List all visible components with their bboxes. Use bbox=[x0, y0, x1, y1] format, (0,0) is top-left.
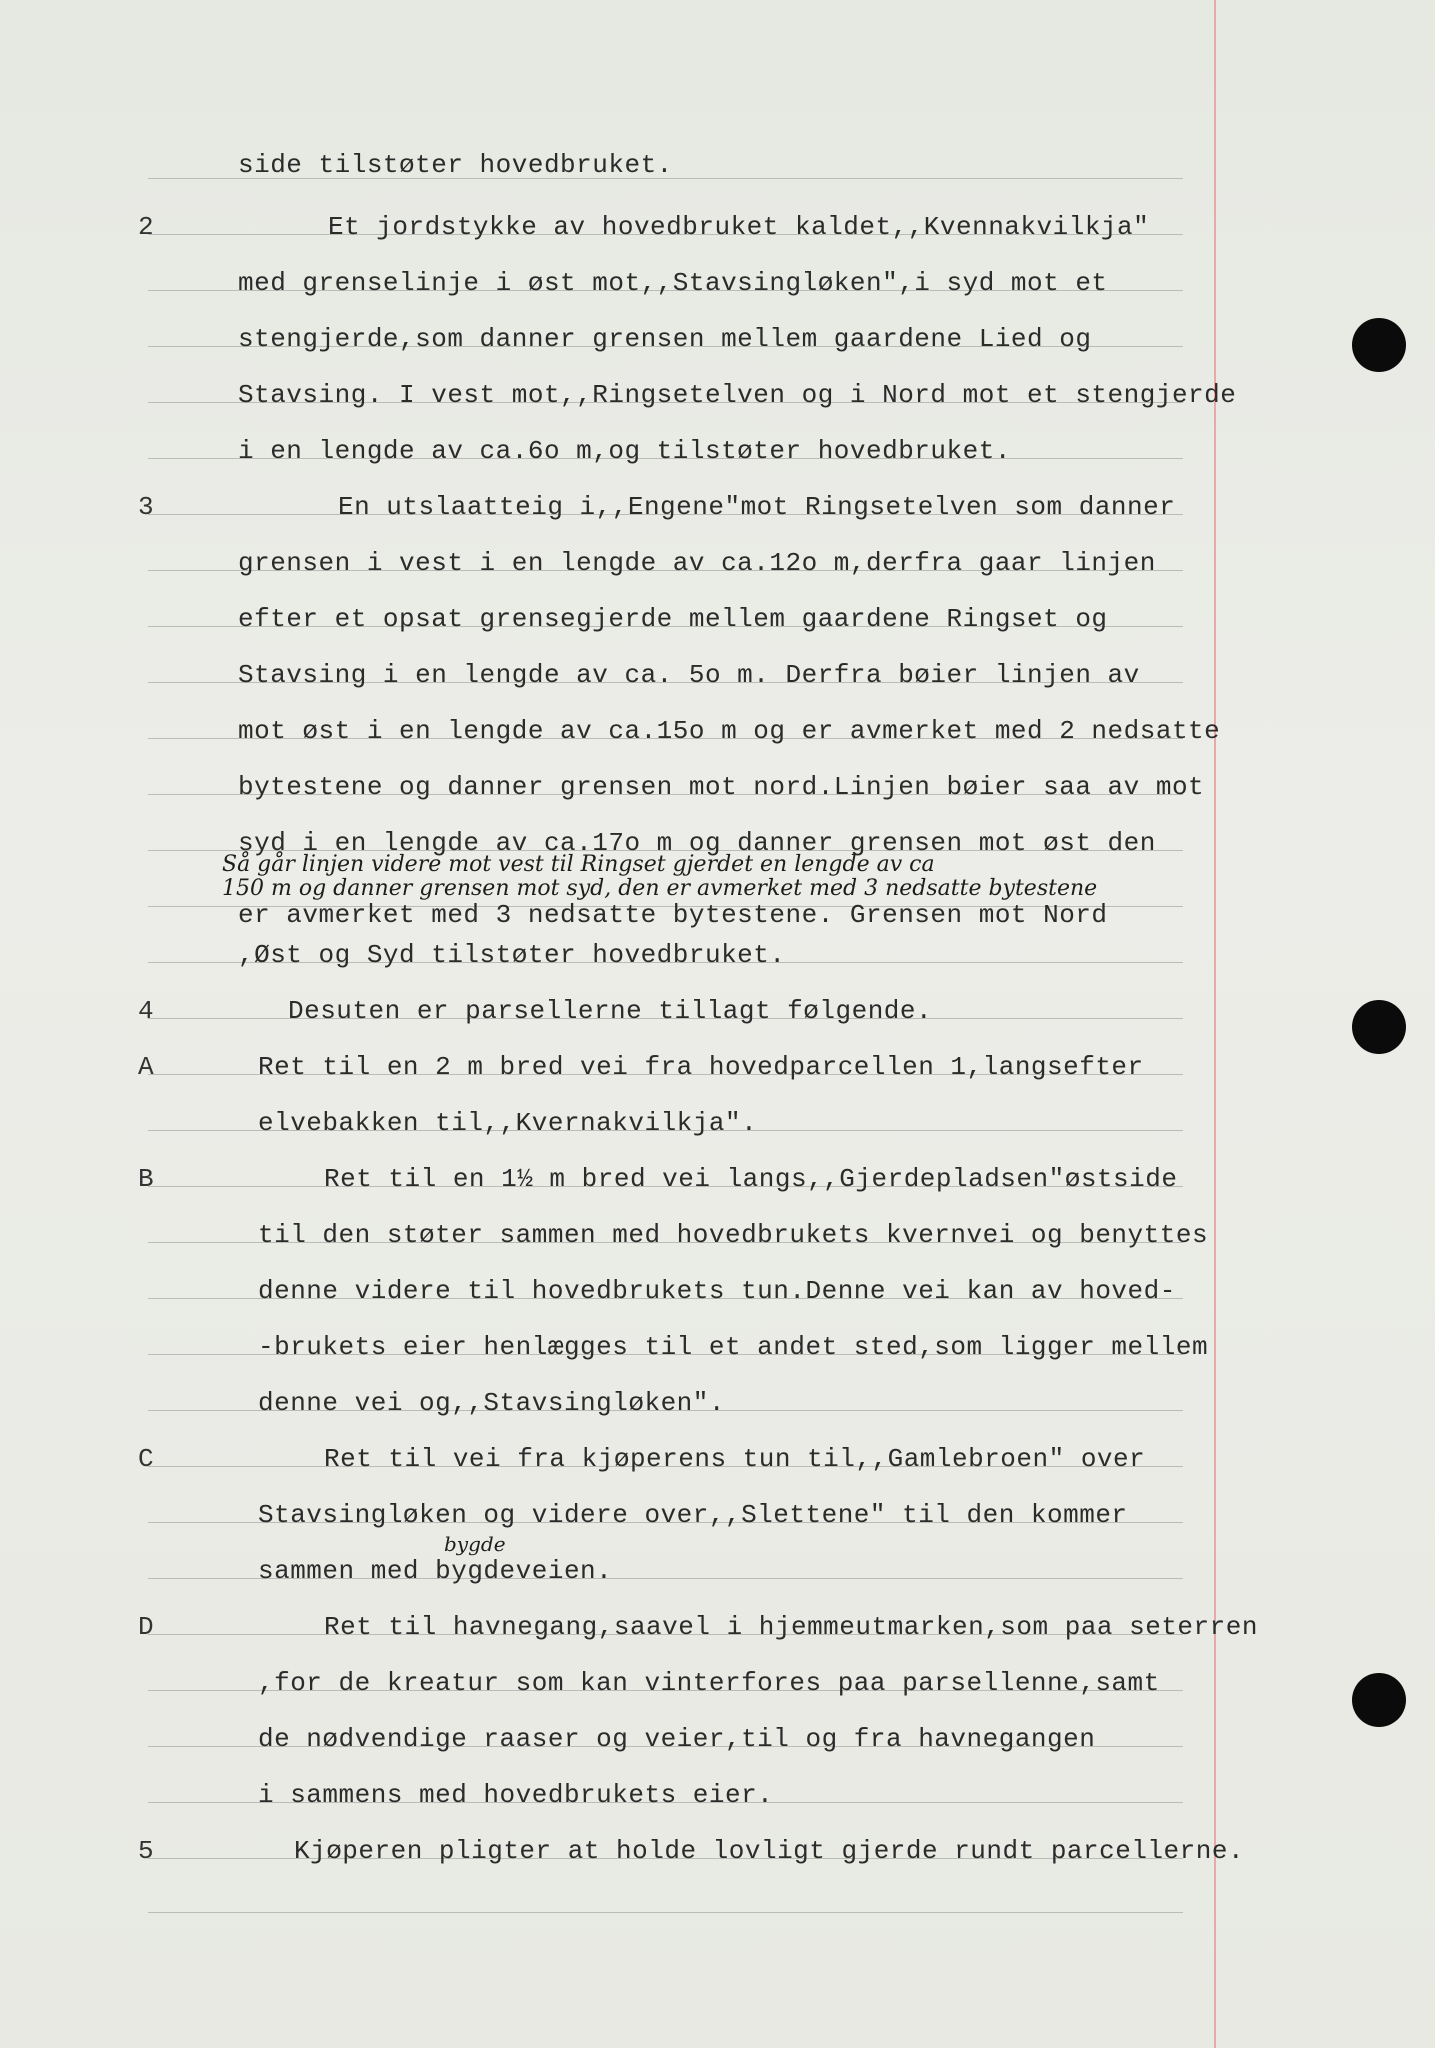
text-line: Kjøperen pligter at holde lovligt gjerde rundt parcellerne. bbox=[294, 1836, 1245, 1866]
text-line: Ret til vei fra kjøperens tun til,,Gamlebroen" over bbox=[324, 1444, 1146, 1474]
text-line: denne videre til hovedbrukets tun.Denne vei kan av hoved- bbox=[258, 1276, 1176, 1306]
text-line: grensen i vest i en lengde av ca.12o m,derfra gaar linjen bbox=[238, 548, 1156, 578]
text-line: elvebakken til,,Kvernakvilkja". bbox=[258, 1108, 758, 1138]
punch-hole bbox=[1352, 318, 1406, 372]
punch-hole bbox=[1352, 1673, 1406, 1727]
paragraph-letter: C bbox=[138, 1444, 154, 1474]
text-line: Desuten er parsellerne tillagt følgende. bbox=[288, 996, 933, 1026]
text-line: bytestene og danner grensen mot nord.Linjen bøier saa av mot bbox=[238, 772, 1205, 802]
text-line: efter et opsat grensegjerde mellem gaardene Ringset og bbox=[238, 604, 1108, 634]
text-line: syd i en lengde av ca.17o m og danner grensen mot øst den bbox=[238, 828, 1156, 858]
punch-hole bbox=[1352, 1000, 1406, 1054]
text-line: med grenselinje i øst mot,,Stavsingløken",i syd mot et bbox=[238, 268, 1108, 298]
paragraph-number: 4 bbox=[138, 996, 154, 1026]
paragraph-number: 5 bbox=[138, 1836, 154, 1866]
text-line: til den støter sammen med hovedbrukets kvernvei og benyttes bbox=[258, 1220, 1209, 1250]
text-line: En utslaatteig i,,Engene"mot Ringsetelven som danner bbox=[338, 492, 1176, 522]
margin-line bbox=[1214, 0, 1216, 2048]
handwritten-insertion: 150 m og danner grensen mot syd, den er avmerket med 3 nedsatte bytestene bbox=[222, 876, 1098, 901]
paragraph-letter: B bbox=[138, 1164, 154, 1194]
paragraph-letter: D bbox=[138, 1612, 154, 1642]
text-line: -brukets eier henlægges til et andet sted,som ligger mellem bbox=[258, 1332, 1209, 1362]
text-line: Ret til en 1½ m bred vei langs,,Gjerdepladsen"østside bbox=[324, 1164, 1178, 1194]
text-line: i sammens med hovedbrukets eier. bbox=[258, 1780, 774, 1810]
paragraph-number: 3 bbox=[138, 492, 154, 522]
text-line: Ret til en 2 m bred vei fra hovedparcellen 1,langsefter bbox=[258, 1052, 1144, 1082]
text-line: Stavsing i en lengde av ca. 5o m. Derfra bøier linjen av bbox=[238, 660, 1140, 690]
text-line: sammen med bygdeveien. bbox=[258, 1556, 613, 1586]
text-line: side tilstøter hovedbruket. bbox=[238, 150, 673, 180]
text-line: de nødvendige raaser og veier,til og fra havnegangen bbox=[258, 1724, 1096, 1754]
ruled-line bbox=[148, 1912, 1183, 1913]
text-line: i en lengde av ca.6o m,og tilstøter hovedbruket. bbox=[238, 436, 1011, 466]
handwritten-insertion: Så går linjen videre mot vest til Ringset gjerdet en lengde av ca bbox=[222, 852, 935, 877]
paragraph-letter: A bbox=[138, 1052, 154, 1082]
text-line: mot øst i en lengde av ca.15o m og er avmerket med 2 nedsatte bbox=[238, 716, 1221, 746]
text-line: Ret til havnegang,saavel i hjemmeutmarken,som paa seterren bbox=[324, 1612, 1258, 1642]
handwritten-insertion: bygde bbox=[444, 1532, 506, 1556]
text-line: ,for de kreatur som kan vinterfores paa parsellenne,samt bbox=[258, 1668, 1160, 1698]
text-line: er avmerket med 3 nedsatte bytestene. Grensen mot Nord bbox=[238, 900, 1108, 930]
text-line: Stavsing. I vest mot,,Ringsetelven og i Nord mot et stengjerde bbox=[238, 380, 1237, 410]
text-line: ,Øst og Syd tilstøter hovedbruket. bbox=[238, 940, 786, 970]
paragraph-number: 2 bbox=[138, 212, 154, 242]
text-line: denne vei og,,Stavsingløken". bbox=[258, 1388, 725, 1418]
text-line: Stavsingløken og videre over,,Slettene" til den kommer bbox=[258, 1500, 1128, 1530]
text-line: Et jordstykke av hovedbruket kaldet,,Kvennakvilkja" bbox=[328, 212, 1150, 242]
text-line: stengjerde,som danner grensen mellem gaardene Lied og bbox=[238, 324, 1092, 354]
